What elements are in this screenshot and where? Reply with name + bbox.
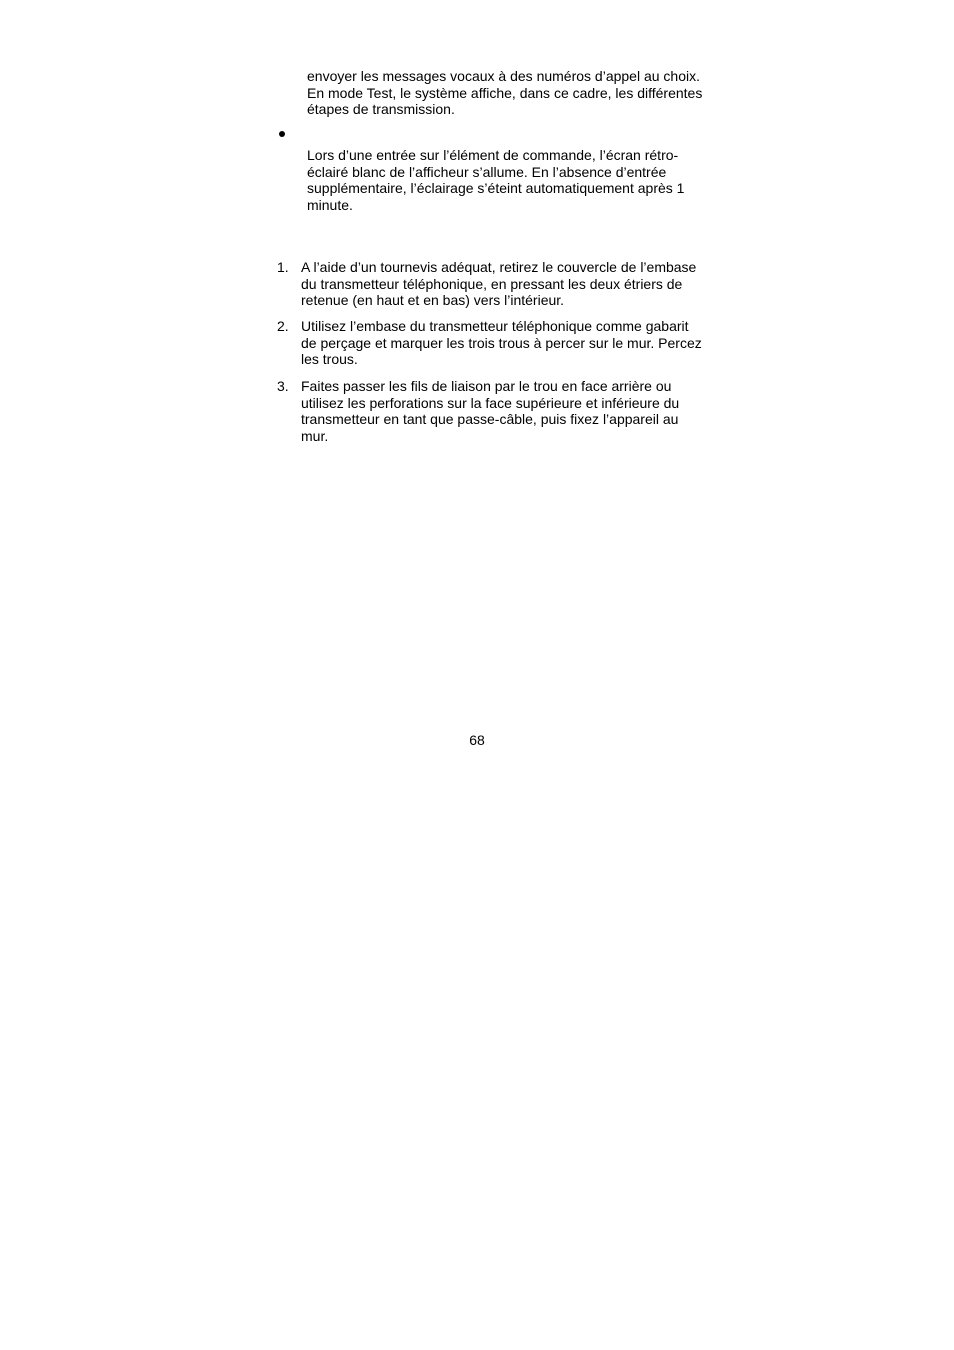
step-text: A l’aide d’un tournevis adéquat, retirez le couvercle de l’embase du transmetteur téléphonique, en pressant les deux étriers de retenue (en haut et en bas) vers l’intérieur. — [301, 259, 697, 308]
step-number: 3. — [277, 378, 289, 394]
step-number: 1. — [277, 259, 289, 275]
step-text: Utilisez l’embase du transmetteur téléphonique comme gabarit de perçage et marquer les trois trous à percer sur le mur. Percez les trous. — [301, 318, 702, 367]
step-number: 2. — [277, 318, 289, 334]
bullet-point-icon — [279, 131, 285, 137]
intro-paragraph: envoyer les messages vocaux à des numéros d’appel au choix. En mode Test, le système affiche, dans ce cadre, les différentes étapes de transmission. — [307, 68, 703, 117]
bullet-paragraph: Lors d’une entrée sur l’élément de commande, l’écran rétro-éclairé blanc de l’afficheur s’allume. En l’absence d’entrée supplémentaire, l’éclairage s’éteint automatiquement après 1 minute. — [307, 147, 685, 213]
step-text: Faites passer les fils de liaison par le trou en face arrière ou utilisez les perforations sur la face supérieure et inférieure du transmetteur en tant que passe-câble, puis fixez l’appareil au mur. — [301, 378, 680, 444]
page-number: 68 — [469, 732, 485, 748]
